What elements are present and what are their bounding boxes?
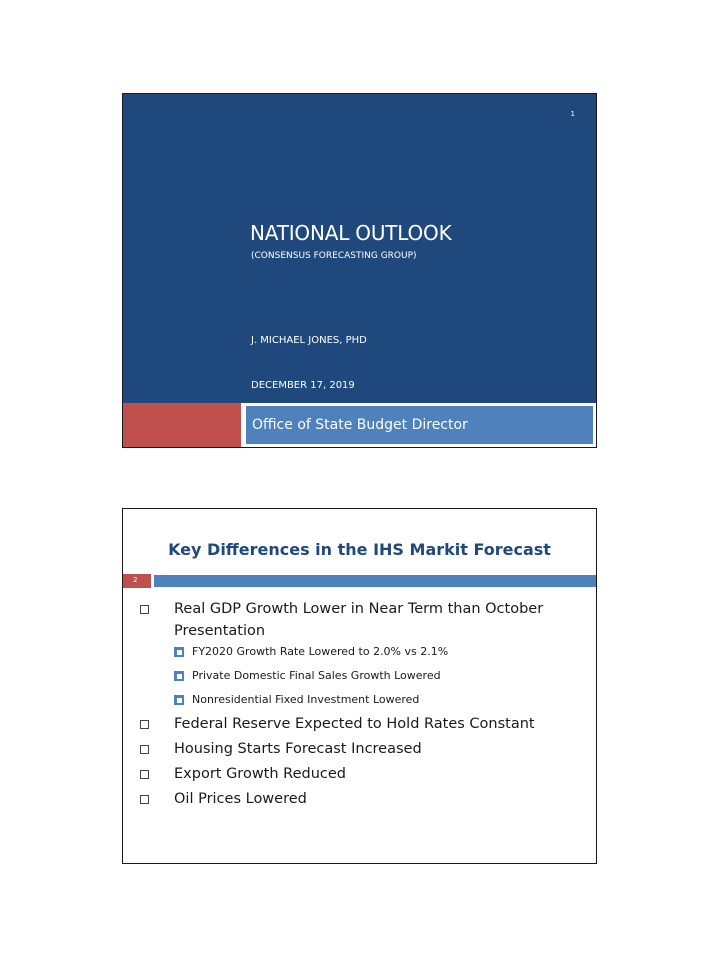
slide-2 [122,508,597,864]
bullet-text: Nonresidential Fixed Investment Lowered [192,693,420,706]
red-accent-block [123,403,241,447]
header-bar [154,575,597,587]
organization-name: Office of State Budget Director [252,417,468,433]
list-item [140,598,580,642]
title-area [123,94,596,403]
presentation-date: DECEMBER 17, 2019 [251,380,355,391]
list-item [140,693,580,707]
square-bullet-icon [140,745,149,754]
list-item [140,669,580,683]
bullet-text: Housing Starts Forecast Increased [174,741,422,757]
bullet-text: Federal Reserve Expected to Hold Rates Constant [174,716,535,732]
filled-square-bullet-icon [174,695,184,705]
list-item [140,713,580,735]
filled-square-bullet-icon [174,647,184,657]
bullet-text: FY2020 Growth Rate Lowered to 2.0% vs 2.1% [192,645,449,658]
bullet-list [140,598,580,813]
slide-1 [122,93,597,448]
list-item [140,788,580,810]
page-number: 1 [570,110,575,118]
bullet-text: Oil Prices Lowered [174,791,307,807]
list-item [140,763,580,785]
slide-heading: Key Differences in the IHS Markit Forecast [168,540,551,559]
slide-subtitle: (CONSENSUS FORECASTING GROUP) [251,251,417,261]
slide-title: NATIONAL OUTLOOK [250,221,452,245]
author: J. MICHAEL JONES, PHD [251,335,367,346]
bullet-text: Private Domestic Final Sales Growth Lowered [192,669,441,682]
square-bullet-icon [140,770,149,779]
square-bullet-icon [140,795,149,804]
square-bullet-icon [140,720,149,729]
bullet-text: Real GDP Growth Lower in Near Term than October Presentation [174,601,544,639]
filled-square-bullet-icon [174,671,184,681]
list-item [140,645,580,659]
square-bullet-icon [140,605,149,614]
bullet-text: Export Growth Reduced [174,766,347,782]
page-number: 2 [133,576,138,584]
list-item [140,738,580,760]
